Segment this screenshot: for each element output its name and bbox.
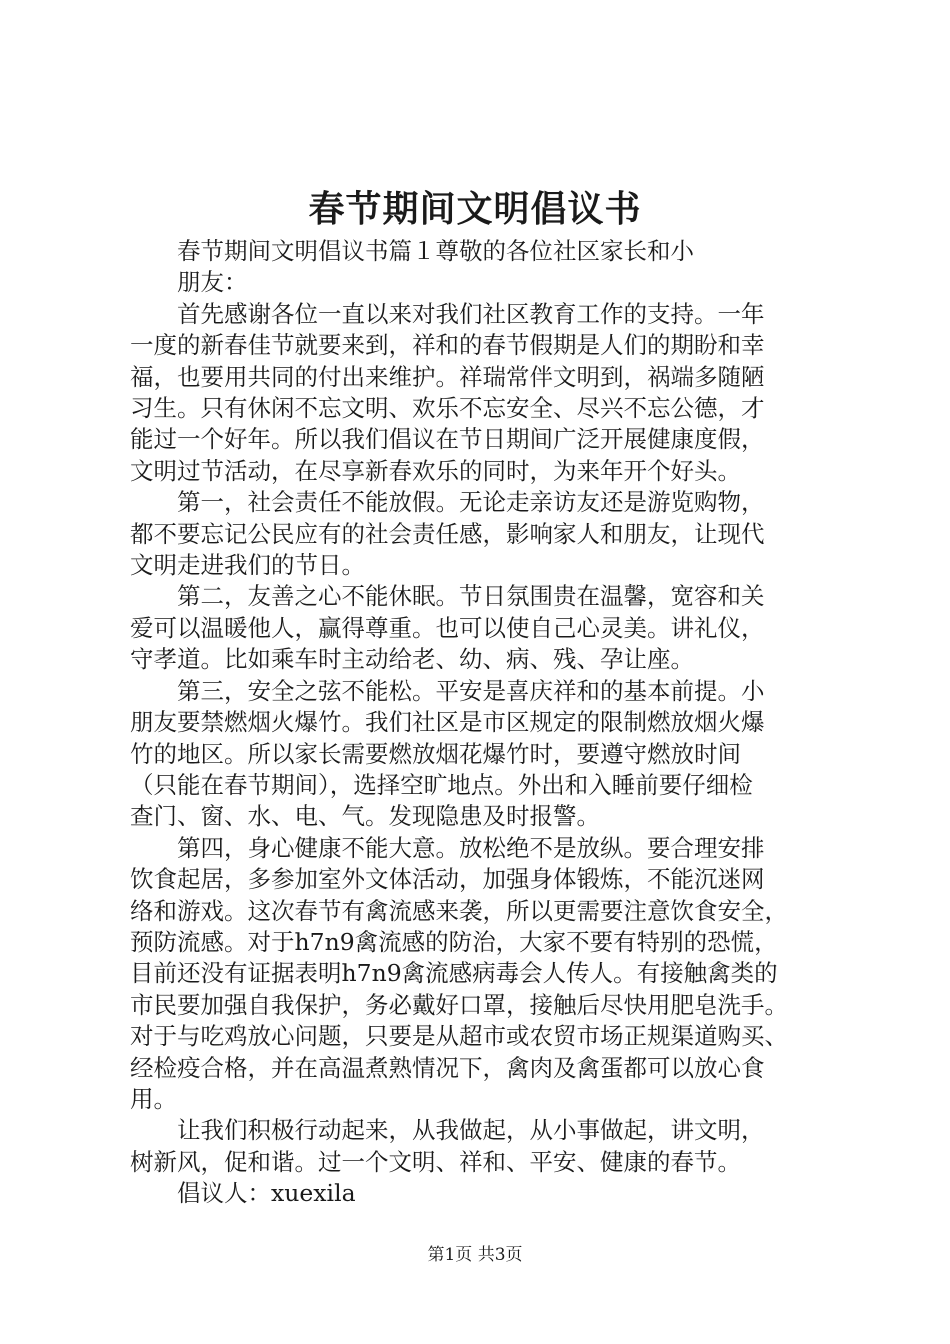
text-line: 经检疫合格，并在高温煮熟情况下，禽肉及禽蛋都可以放心食: [130, 1053, 765, 1082]
text-line: 春节期间文明倡议书篇１尊敬的各位社区家长和小: [177, 237, 694, 265]
text-line: 朋友：: [177, 268, 248, 297]
text-line: 守孝道。比如乘车时主动给老、幼、病、残、孕让座。: [130, 645, 694, 674]
text-line: 让我们积极行动起来，从我做起，从小事做起，讲文明，: [177, 1116, 765, 1145]
text-line: 第一，社会责任不能放假。无论走亲访友还是游览购物，: [177, 488, 765, 517]
text-line: 倡议人：xuexila: [177, 1179, 356, 1208]
text-line: 都不要忘记公民应有的社会责任感，影响家人和朋友，让现代: [130, 519, 765, 548]
text-line: 目前还没有证据表明h7n9禽流感病毒会人传人。有接触禽类的: [130, 959, 778, 988]
document-title: 春节期间文明倡议书: [308, 188, 642, 230]
text-line: 第二，友善之心不能休眠。节日氛围贵在温馨，宽容和关: [177, 582, 765, 611]
text-line: 饮食起居，多参加室外文体活动，加强身体锻炼，不能沉迷网: [130, 865, 765, 894]
document-body: [130, 236, 834, 1210]
text-line: 能过一个好年。所以我们倡议在节日期间广泛开展健康度假，: [130, 425, 765, 454]
text-line: 朋友要禁燃烟火爆竹。我们社区是市区规定的限制燃放烟火爆: [130, 708, 765, 737]
text-line: 预防流感。对于h7n9禽流感的防治，大家不要有特别的恐慌，: [130, 927, 778, 956]
text-line: 用。: [130, 1084, 177, 1113]
text-line: 文明过节活动，在尽享新春欢乐的同时，为来年开个好头。: [130, 456, 741, 485]
text-line: 竹的地区。所以家长需要燃放烟花爆竹时，要遵守燃放时间: [130, 739, 741, 768]
text-line: 习生。只有休闲不忘文明、欢乐不忘安全、尽兴不忘公德，才: [130, 394, 765, 423]
text-line: 树新风，促和谐。过一个文明、祥和、平安、健康的春节。: [130, 1147, 741, 1176]
text-line: 福，也要用共同的付出来维护。祥瑞常伴文明到，祸端多随陋: [130, 362, 765, 391]
text-line: 对于与吃鸡放心问题，只要是从超市或农贸市场正规渠道购买、: [130, 1022, 788, 1051]
text-line: （只能在春节期间），选择空旷地点。外出和入睡前要仔细检: [130, 770, 753, 799]
text-line: 一度的新春佳节就要来到，祥和的春节假期是人们的期盼和幸: [130, 331, 765, 360]
text-line: 首先感谢各位一直以来对我们社区教育工作的支持。一年: [177, 299, 765, 328]
text-line: 市民要加强自我保护，务必戴好口罩，接触后尽快用肥皂洗手。: [130, 990, 788, 1019]
text-line: 第三，安全之弦不能松。平安是喜庆祥和的基本前提。小: [177, 676, 765, 705]
text-line: 文明走进我们的节日。: [130, 551, 365, 580]
page-footer: 第1页 共3页: [427, 1245, 523, 1265]
text-line: 查门、窗、水、电、气。发现隐患及时报警。: [130, 802, 600, 831]
text-line: 第四，身心健康不能大意。放松绝不是放纵。要合理安排: [177, 833, 765, 862]
text-line: 爱可以温暖他人，赢得尊重。也可以使自己心灵美。讲礼仪，: [130, 613, 765, 642]
text-line: 络和游戏。这次春节有禽流感来袭，所以更需要注意饮食安全，: [130, 896, 788, 925]
